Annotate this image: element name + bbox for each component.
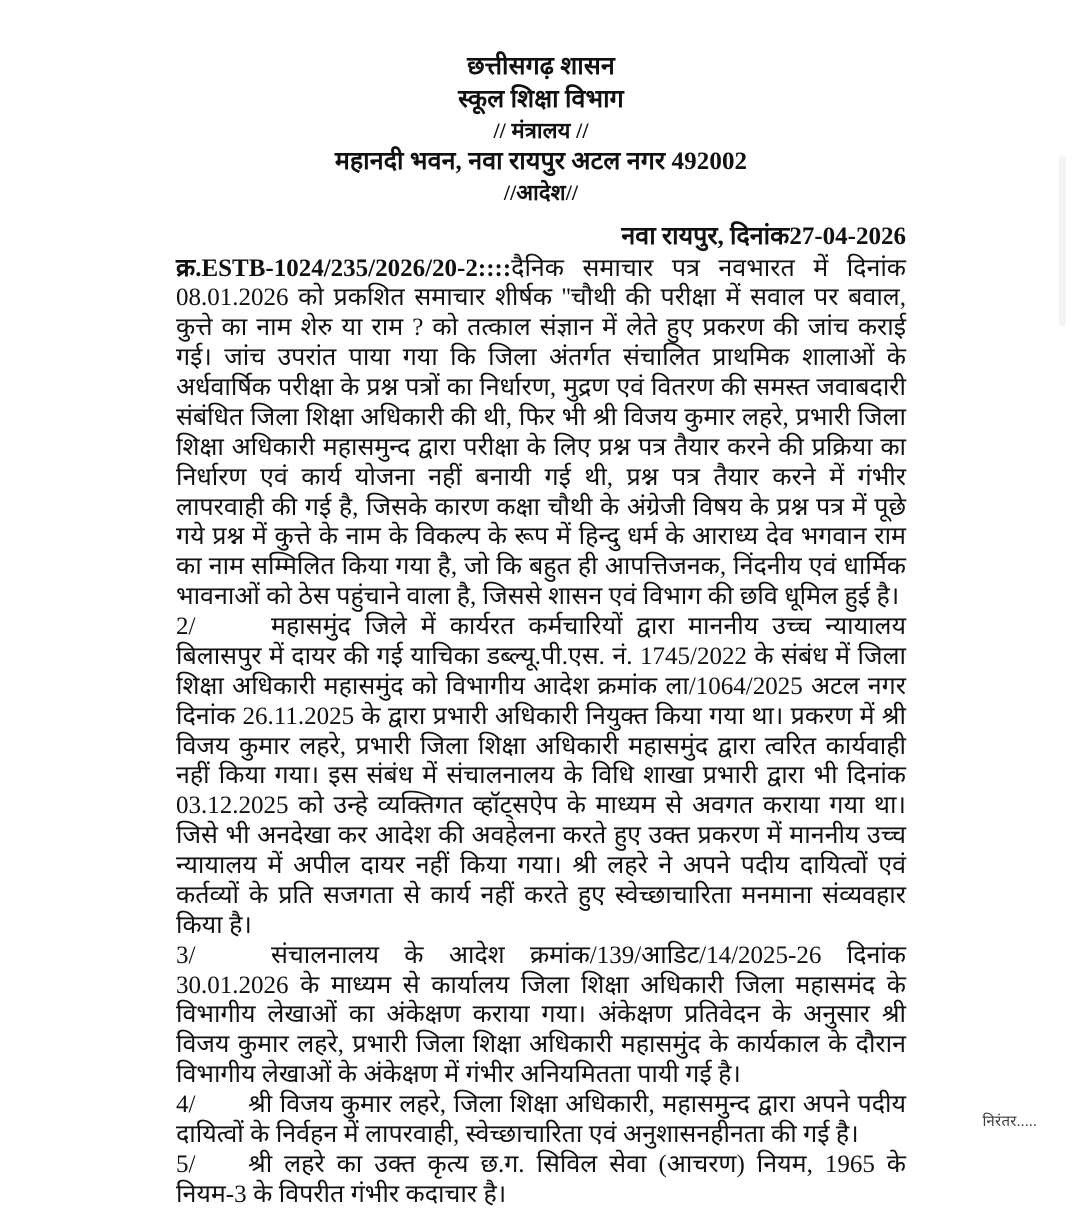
paragraph-5-number: 5/ [176, 1150, 196, 1178]
place-and-date: नवा रायपुर, दिनांक27-04-2026 [621, 223, 906, 251]
paragraph-2 [176, 612, 906, 941]
order-reference-number: क्र.ESTB-1024/235/2026/20-2:::: [176, 254, 512, 282]
paragraph-4-text: श्री विजय कुमार लहरे, जिला शिक्षा अधिकारी, महासमुन्द द्वारा अपने पदीय दायित्वों के निर्वहन में लापरवाही, स्वेच्छाचारिता एवं अनुशासनहीनता की गई है। [176, 1091, 906, 1148]
letterhead-ministry: // मंत्रालय // [493, 118, 589, 143]
paragraph-3-number: 3/ [176, 941, 196, 969]
paragraph-5 [176, 1150, 906, 1210]
letterhead-department-name: स्कूल शिक्षा विभाग [458, 86, 624, 113]
letterhead-address: महानदी भवन, नवा रायपुर अटल नगर 492002 [334, 148, 748, 176]
letterhead-order-marker: //आदेश// [503, 180, 579, 206]
letterhead-government-name: छत्तीसगढ़ शासन [467, 53, 615, 80]
paragraph-3 [176, 941, 906, 1090]
paragraph-3-text: संचालनालय के आदेश क्रमांक/139/आडिट/14/2025-26 दिनांक 30.01.2026 के माध्यम से कार्यालय जिला शिक्षा अधिकारी जिला महासमंद के विभागीय लेखाओं का अंकेक्षण कराया गया। अंकेक्षण प्रतिवेदन के अनुसार श्री विजय कुमार लहरे, प्रभारी जिला शिक्षा अधिकारी महासमुंद के कार्यकाल के दौरान विभागीय लेखाओं के अंकेक्षण में गंभीर अनियमितता पायी गई है। [176, 941, 906, 1089]
vertical-scrollbar-thumb[interactable] [1059, 155, 1066, 327]
paragraph-1 [176, 254, 906, 613]
paragraph-2-number: 2/ [176, 613, 196, 641]
continuation-note: निरंतर..... [982, 1114, 1037, 1130]
paragraph-5-text: श्री लहरे का उक्त कृत्य छ.ग. सिविल सेवा (आचरण) नियम, 1965 के नियम-3 के विपरीत गंभीर कदाचार है। [176, 1150, 906, 1208]
paragraph-4-number: 4/ [176, 1091, 196, 1119]
paragraph-2-text: महासमुंद जिले में कार्यरत कर्मचारियों द्वारा माननीय उच्च न्यायालय बिलासपुर में दायर की गई याचिका डब्ल्यू.पी.एस. नं. 1745/2022 के संबंध में जिला शिक्षा अधिकारी महासमुंद को विभागीय आदेश क्रमांक ला/1064/2025 अटल नगर दिनांक 26.11.2025 के द्वारा प्रभारी अधिकारी नियुक्त किया गया था। प्रकरण में श्री विजय कुमार लहरे, प्रभारी जिला शिक्षा अधिकारी महासमुंद द्वारा त्वरित कार्यवाही नहीं किया गया। इस संबंध में संचालनालय के विधि शाखा प्रभारी द्वारा भी दिनांक 03.12.2025 को उन्हे व्यक्तिगत व्हॉट्सऐप के माध्यम से अवगत कराया गया था। जिसे भी अनदेखा कर आदेश की अवहेलना करते हुए उक्त प्रकरण में माननीय उच्च न्यायालय में अपील दायर नहीं किया गया। श्री लहरे ने अपने पदीय दायित्वों एवं कर्तव्यों के प्रति सजगता से कार्य नहीं करते हुए स्वेच्छाचारिता मनमाना संव्यवहार किया है। [176, 613, 906, 939]
paragraph-1-text: दैनिक समाचार पत्र नवभारत में दिनांक 08.01.2026 को प्रकशित समाचार शीर्षक ''चौथी की परीक्षा में सवाल पर बवाल, कुत्ते का नाम शेरु या राम ? को तत्काल संज्ञान में लेते हुए प्रकरण की जांच कराई गई। जांच उपरांत पाया गया कि जिला अंतर्गत संचालित प्राथमिक शालाओं के अर्धवार्षिक परीक्षा के प्रश्न पत्रों का निर्धारण, मुद्रण एवं वितरण की समस्त जवाबदारी संबंधित जिला शिक्षा अधिकारी की थी, फिर भी श्री विजय कुमार लहरे, प्रभारी जिला शिक्षा अधिकारी महासमुन्द द्वारा परीक्षा के लिए प्रश्न पत्र तैयार करने की प्रक्रिया का निर्धारण एवं कार्य योजना नहीं बनायी गई थी, प्रश्न पत्र तैयार करने में गंभीर लापरवाही की गई है, जिसके कारण कक्षा चौथी के अंग्रेजी विषय के प्रश्न पत्र में पूछे गये प्रश्न में कुत्ते के नाम के विकल्प के रूप में हिन्दु धर्म के आराध्य देव भगवान राम का नाम सम्मिलित किया गया है, जो कि बहुत ही आपत्तिजनक, निंदनीय एवं धार्मिक भावनाओं को ठेस पहुंचाने वाला है, जिससे शासन एवं विभाग की छवि धूमिल हुई है। [176, 254, 906, 611]
document-body [176, 0, 906, 1210]
letterhead [176, 0, 906, 207]
paragraph-4 [176, 1090, 906, 1150]
